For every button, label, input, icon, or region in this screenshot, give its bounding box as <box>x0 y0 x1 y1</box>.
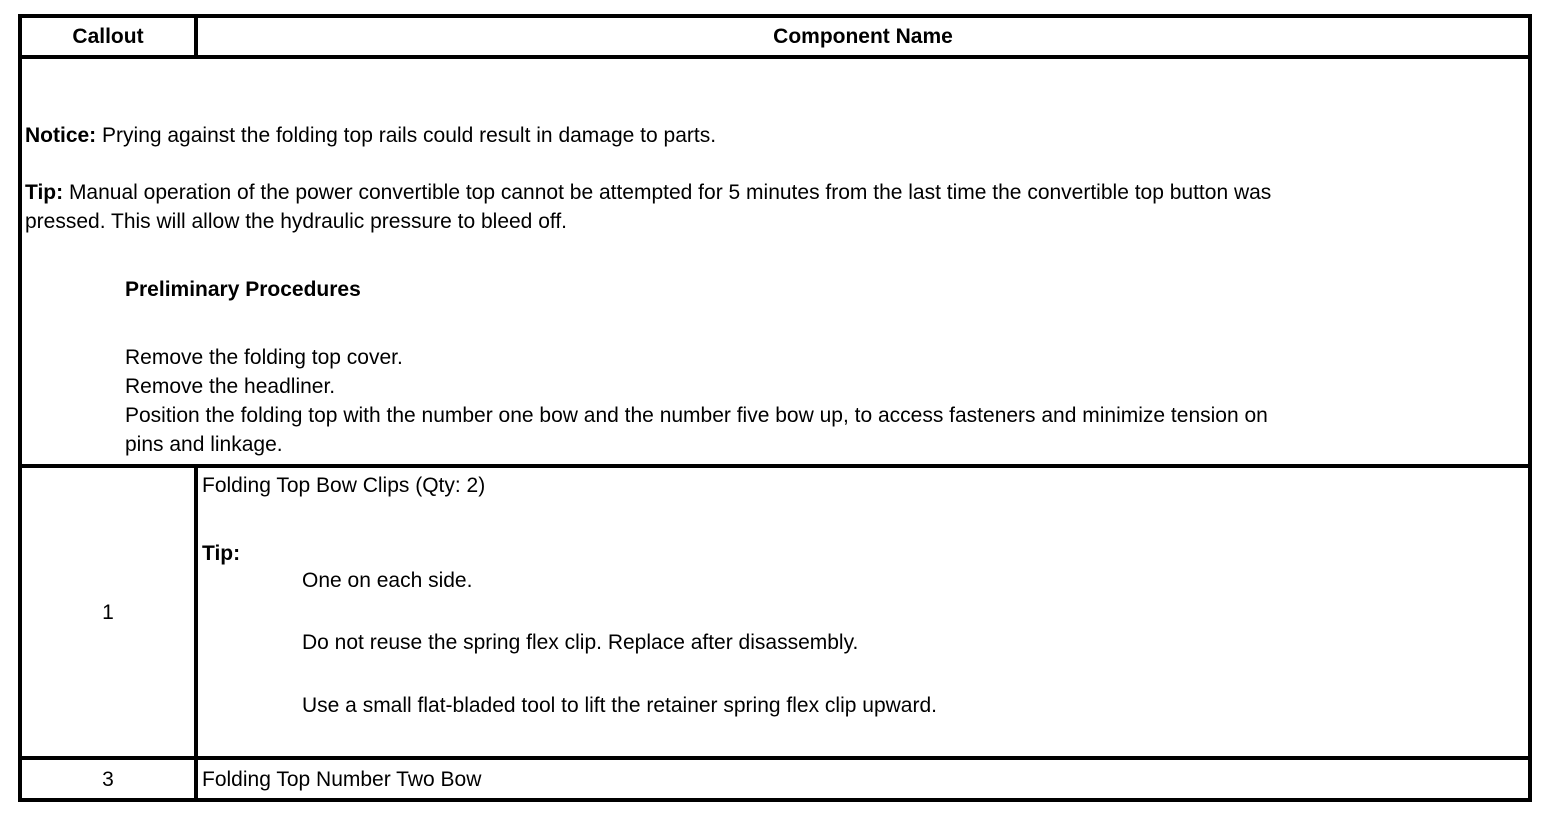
row-1-tip-label: Tip: <box>202 542 241 565</box>
row-3-callout: 3 <box>102 768 114 791</box>
row-1-component-name: Folding Top Bow Clips (Qty: 2) <box>202 474 486 497</box>
tip-line-1: Tip: Manual operation of the power convertible top cannot be attempted for 5 minutes from the last time the convertible top button was <box>25 181 1272 204</box>
header-component-name: Component Name <box>773 25 953 48</box>
tip-line-2: pressed. This will allow the hydraulic pressure to bleed off. <box>25 210 568 233</box>
row-1-tip-1: One on each side. <box>302 569 473 592</box>
step-2: Remove the headliner. <box>125 375 336 398</box>
tip-label: Tip: <box>25 181 64 204</box>
row-3-component-name: Folding Top Number Two Bow <box>202 768 482 791</box>
step-3-cont: pins and linkage. <box>125 433 283 456</box>
notice-text: Notice: Prying against the folding top rails could result in damage to parts. <box>25 124 717 147</box>
preliminary-heading: Preliminary Procedures <box>125 278 361 301</box>
notice-label: Notice: <box>25 124 97 147</box>
row-1-callout: 1 <box>102 601 114 624</box>
component-table <box>18 14 1532 802</box>
row-1-tip-2: Do not reuse the spring flex clip. Replace after disassembly. <box>302 631 859 654</box>
row-1-tip-3: Use a small flat-bladed tool to lift the retainer spring flex clip upward. <box>302 694 937 717</box>
step-1: Remove the folding top cover. <box>125 346 403 369</box>
header-callout: Callout <box>72 25 144 48</box>
step-3: Position the folding top with the number one bow and the number five bow up, to access fasteners and minimize tension on <box>125 404 1268 427</box>
